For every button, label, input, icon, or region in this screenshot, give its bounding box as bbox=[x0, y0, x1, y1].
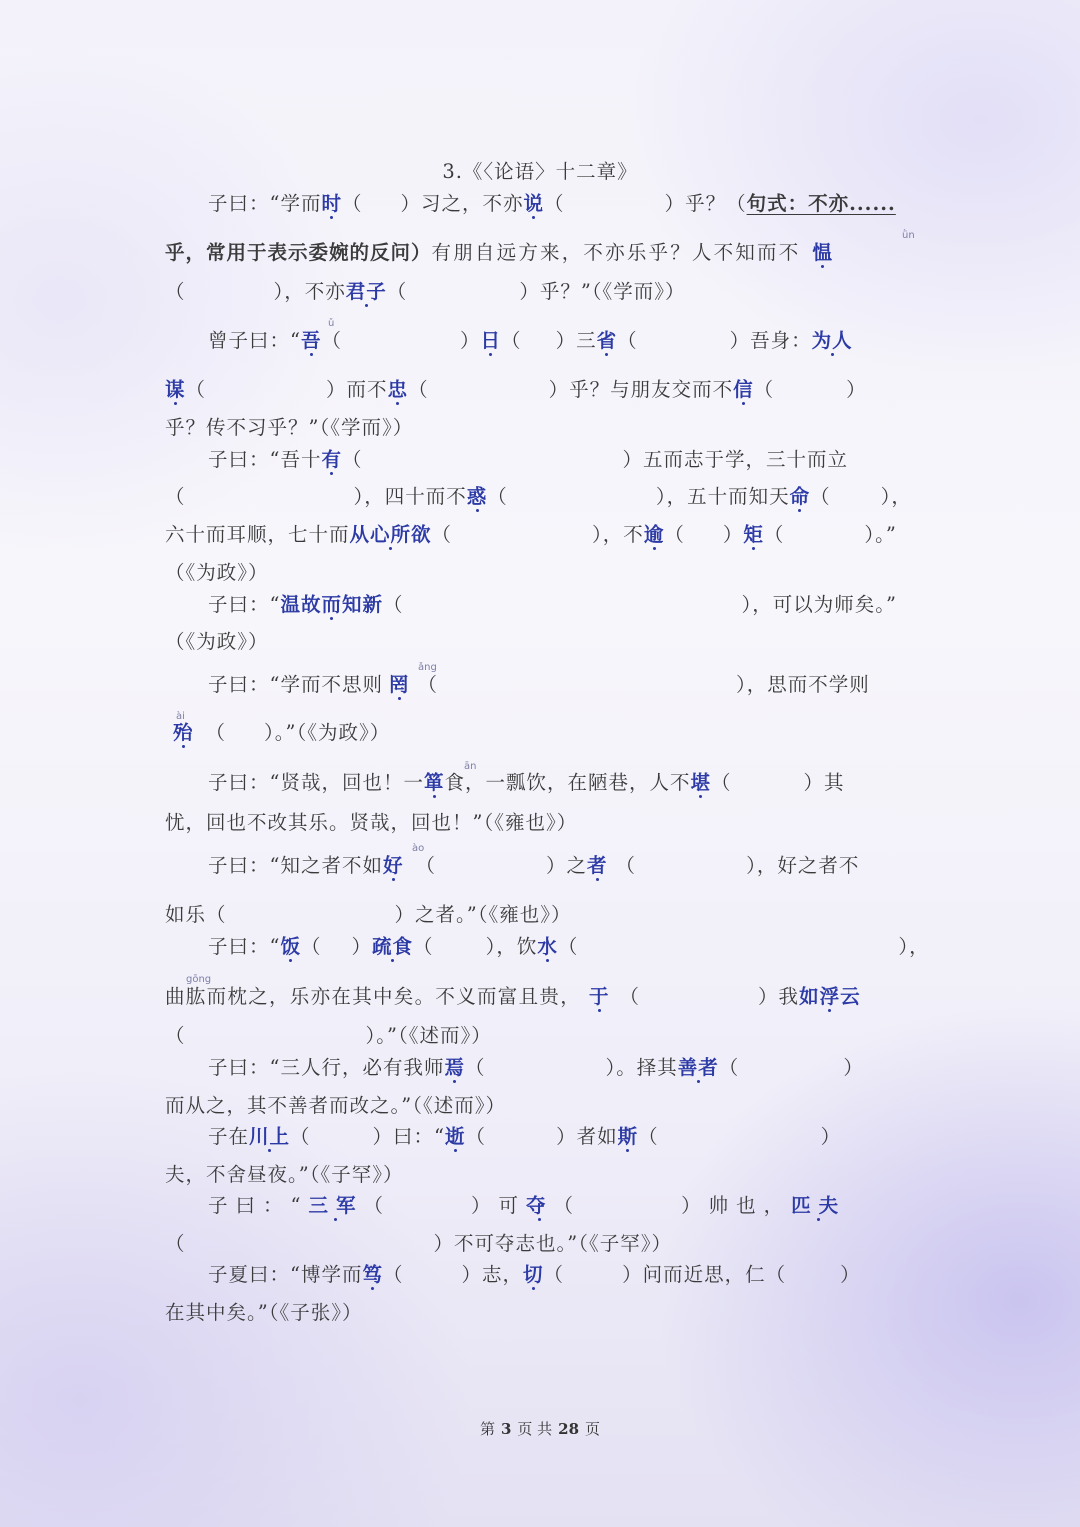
paren-open: （ bbox=[363, 1194, 392, 1217]
text: ）曰：“ bbox=[372, 1125, 446, 1148]
keyword: 焉 bbox=[444, 1056, 465, 1079]
text: 子曰：“知之者不如 bbox=[208, 854, 383, 877]
keyword: 矩 bbox=[743, 523, 764, 546]
text: 子曰：“吾十 bbox=[208, 448, 322, 471]
text: ）可 bbox=[471, 1194, 527, 1217]
text: 在其中矣。”（《子张》） bbox=[165, 1301, 363, 1324]
text: ）， bbox=[898, 935, 930, 958]
text: 忧，回也不改其乐。贤哉，回也！”（《雍也》） bbox=[165, 811, 578, 834]
keyword: 吾 bbox=[300, 329, 322, 352]
text: ）问而近思，仁（ bbox=[622, 1263, 787, 1286]
paren-open: （ bbox=[617, 329, 638, 352]
keyword: 堪 bbox=[690, 771, 712, 794]
text: ）。” bbox=[864, 523, 897, 546]
text-line-19 bbox=[208, 935, 930, 959]
text-line-24 bbox=[208, 1125, 917, 1149]
text: ）之者。”（《雍也》） bbox=[394, 903, 572, 926]
text: ）。择其 bbox=[605, 1056, 678, 1079]
pinyin-annotation: ǔ bbox=[328, 318, 335, 329]
text: 而从之，其不善者而改之。”（《述而》） bbox=[165, 1094, 506, 1117]
page-footer bbox=[0, 1418, 1080, 1439]
paren-open: （ bbox=[342, 192, 363, 215]
keyword: 殆 bbox=[173, 721, 194, 744]
paren-open: （ bbox=[753, 378, 775, 401]
keyword: 省 bbox=[596, 329, 618, 352]
text-line-23 bbox=[165, 1094, 917, 1118]
paren-open: （ bbox=[810, 485, 831, 508]
pinyin-annotation: ài bbox=[176, 711, 185, 722]
paren-open: （ bbox=[718, 1056, 740, 1079]
paren-open: （ bbox=[544, 192, 565, 215]
keyword: 疏食 bbox=[372, 935, 414, 958]
keyword: 忠 bbox=[387, 378, 409, 401]
text-line-27 bbox=[165, 1232, 917, 1256]
keyword: 温故而知新 bbox=[280, 593, 383, 616]
paren-open: （ bbox=[557, 935, 579, 958]
text-line-1 bbox=[208, 192, 917, 216]
paren-close: ） bbox=[460, 329, 481, 352]
paren-close: ） bbox=[843, 1056, 864, 1079]
keyword: 愠 bbox=[812, 241, 833, 264]
keyword: 切 bbox=[523, 1263, 544, 1286]
text-line-28 bbox=[208, 1263, 917, 1287]
keyword: 谋 bbox=[165, 378, 186, 401]
text-line-5 bbox=[165, 378, 917, 402]
text: ）乎？”（《学而》） bbox=[519, 280, 686, 303]
text: ）志， bbox=[461, 1263, 524, 1286]
text: ），思而不学则 bbox=[736, 673, 870, 696]
text: ）之 bbox=[546, 854, 588, 877]
paren-open: （ bbox=[417, 673, 439, 696]
text-line-14 bbox=[165, 721, 917, 745]
keyword: 命 bbox=[789, 485, 811, 508]
paren-open: （ bbox=[415, 854, 437, 877]
keyword: 箪 bbox=[423, 771, 445, 794]
keyword: 夺 bbox=[526, 1194, 554, 1217]
total-pages: 28 bbox=[558, 1420, 580, 1438]
text: ）乎？与朋友交而不 bbox=[548, 378, 734, 401]
text: ）三 bbox=[555, 329, 597, 352]
pinyin-annotation: ān bbox=[464, 761, 477, 772]
keyword: 善者 bbox=[677, 1056, 719, 1079]
paren-close: ） bbox=[722, 523, 744, 546]
keyword: 饭 bbox=[280, 935, 301, 958]
page-number: 3 bbox=[500, 1420, 512, 1438]
keyword: 惑 bbox=[466, 485, 488, 508]
text: 六十而耳顺，七十而 bbox=[165, 523, 350, 546]
footer-mid: 页 共 bbox=[517, 1420, 553, 1438]
text-line-12 bbox=[165, 630, 917, 654]
keyword: 从心所欲 bbox=[349, 523, 432, 546]
paren-open: （ bbox=[638, 1125, 659, 1148]
paren-open: （ bbox=[711, 771, 732, 794]
chapter-title: 3.《〈论语〉十二章》 bbox=[442, 160, 638, 183]
paren-open: （ bbox=[763, 523, 785, 546]
pinyin-annotation: ǜn bbox=[902, 230, 915, 241]
paren-open: （ bbox=[553, 1194, 582, 1217]
text: ）帅也， bbox=[681, 1194, 792, 1217]
text-line-29 bbox=[165, 1301, 917, 1325]
grammar-note: 句式：不亦 bbox=[746, 192, 850, 215]
keyword: 逝 bbox=[445, 1125, 466, 1148]
text: 子曰：“三人行，必有我师 bbox=[208, 1056, 445, 1079]
paren-open: （ bbox=[342, 448, 363, 471]
text: 子夏曰：“博学而 bbox=[208, 1263, 363, 1286]
text: 曲肱而枕之，乐亦在其中矣。不义而富且贵， bbox=[165, 985, 582, 1008]
text: ）五而志于学，三十而立 bbox=[622, 448, 849, 471]
grammar-note: ...... bbox=[849, 192, 896, 215]
pinyin-annotation: ǎng bbox=[418, 662, 437, 673]
paren-close: ） bbox=[820, 1125, 842, 1148]
paren-open: （ bbox=[165, 485, 186, 508]
keyword: 时 bbox=[321, 192, 342, 215]
paren-open: （ bbox=[487, 485, 508, 508]
keyword: 笃 bbox=[362, 1263, 383, 1286]
paren-open: （ bbox=[321, 329, 343, 352]
text-line-4 bbox=[208, 329, 917, 353]
paren-open: （ bbox=[465, 1056, 486, 1079]
paren-open: （ bbox=[501, 329, 522, 352]
text-line-11 bbox=[208, 593, 917, 617]
paren-open: （ bbox=[165, 1024, 186, 1047]
text-line-13 bbox=[208, 673, 917, 697]
text-line-2 bbox=[165, 241, 917, 265]
keyword: 有 bbox=[321, 448, 342, 471]
text: ）不可夺志也。”（《子罕》） bbox=[433, 1232, 672, 1255]
keyword: 罔 bbox=[388, 673, 410, 696]
footer-prefix: 第 bbox=[479, 1420, 495, 1438]
text-line-25 bbox=[165, 1163, 917, 1187]
text: ），五十而知天 bbox=[655, 485, 790, 508]
keyword: 匹夫 bbox=[791, 1194, 847, 1217]
text: ）， bbox=[880, 485, 912, 508]
text: 子曰：“学而 bbox=[208, 192, 322, 215]
paren-open: （ bbox=[465, 1125, 487, 1148]
pinyin-annotation: gōng bbox=[186, 974, 212, 985]
text: 食，一瓢饮，在陋巷，人不 bbox=[444, 771, 691, 794]
text-line-16 bbox=[165, 811, 917, 835]
keyword: 逾 bbox=[643, 523, 665, 546]
paren-open: （ bbox=[165, 280, 186, 303]
text-line-22 bbox=[208, 1056, 917, 1080]
paren-close: ） bbox=[840, 1263, 861, 1286]
text-line-10 bbox=[165, 561, 917, 585]
text: 乎？传不习乎？”（《学而》） bbox=[165, 416, 414, 439]
text: ）者如 bbox=[556, 1125, 618, 1148]
keyword: 于 bbox=[589, 985, 610, 1008]
paren-open: （ bbox=[408, 378, 429, 401]
text: ）而不 bbox=[326, 378, 388, 401]
paren-open: （ bbox=[543, 1263, 565, 1286]
text: ），四十而不 bbox=[353, 485, 467, 508]
text: 有朋自远方来，不亦乐乎？人不知而不 bbox=[431, 241, 801, 264]
text-line-26 bbox=[208, 1194, 917, 1218]
text: ）乎？（ bbox=[664, 192, 747, 215]
paren-close: ） bbox=[846, 378, 867, 401]
text: ），好之者不 bbox=[746, 854, 860, 877]
keyword: 好 bbox=[382, 854, 404, 877]
keyword: 日 bbox=[480, 329, 502, 352]
paren-open: （ bbox=[165, 1232, 186, 1255]
text: 如乐（ bbox=[165, 903, 227, 926]
text: （《为政》） bbox=[165, 630, 269, 653]
keyword: 者 bbox=[587, 854, 608, 877]
text: 子曰：“ bbox=[208, 935, 281, 958]
text: 子在 bbox=[208, 1125, 250, 1148]
paren-open: （ bbox=[619, 985, 641, 1008]
text: ）习之，不亦 bbox=[400, 192, 524, 215]
text: 夫，不舍昼夜。”（《子罕》） bbox=[165, 1163, 404, 1186]
text: ）其 bbox=[803, 771, 845, 794]
keyword: 水 bbox=[537, 935, 558, 958]
text-line-6 bbox=[165, 416, 917, 440]
paren-open: （ bbox=[664, 523, 685, 546]
text: ）吾身： bbox=[729, 329, 812, 352]
paren-open: （ bbox=[290, 1125, 311, 1148]
paren-open: （ bbox=[386, 280, 408, 303]
paren-open: （ bbox=[205, 721, 227, 744]
keyword: 为人 bbox=[811, 329, 853, 352]
paren-open: （ bbox=[383, 593, 404, 616]
text: ），不 bbox=[592, 523, 644, 546]
keyword: 信 bbox=[733, 378, 754, 401]
text-line-18 bbox=[165, 903, 917, 927]
keyword: 斯 bbox=[617, 1125, 639, 1148]
text-line-21 bbox=[165, 1024, 917, 1048]
paren-open: （ bbox=[185, 378, 207, 401]
footer-suffix: 页 bbox=[585, 1420, 601, 1438]
text-line-17 bbox=[208, 854, 917, 878]
text-line-3 bbox=[165, 280, 917, 304]
paren-open: （ bbox=[615, 854, 637, 877]
text: （《为政》） bbox=[165, 561, 269, 584]
text: 子曰：“学而不思则 bbox=[208, 673, 383, 696]
text: ），可以为师矣。” bbox=[741, 593, 897, 616]
keyword: 君子 bbox=[345, 280, 387, 303]
text: ）。”（《为政》） bbox=[264, 721, 391, 744]
text-line-9 bbox=[165, 523, 917, 547]
text-line-8 bbox=[165, 485, 917, 509]
text: 子曰：“ bbox=[208, 1194, 309, 1217]
text-line-20 bbox=[165, 985, 917, 1009]
paren-close: ） bbox=[351, 935, 373, 958]
text-line-7 bbox=[208, 448, 917, 472]
pinyin-annotation: ào bbox=[412, 843, 425, 854]
text: ）我 bbox=[758, 985, 800, 1008]
text: 曾子曰：“ bbox=[208, 329, 301, 352]
text: ），饮 bbox=[485, 935, 538, 958]
keyword: 说 bbox=[523, 192, 545, 215]
keyword: 如浮云 bbox=[799, 985, 861, 1008]
text: ）。”（《述而》） bbox=[365, 1024, 492, 1047]
paren-open: （ bbox=[413, 935, 434, 958]
paren-open: （ bbox=[383, 1263, 404, 1286]
text: 子曰：“ bbox=[208, 593, 281, 616]
keyword: 三军 bbox=[308, 1194, 364, 1217]
text: 子曰：“贤哉，回也！一 bbox=[208, 771, 424, 794]
grammar-note: 乎，常用于表示委婉的反问） bbox=[165, 241, 432, 264]
text: ），不亦 bbox=[273, 280, 346, 303]
paren-open: （ bbox=[301, 935, 322, 958]
keyword: 川上 bbox=[249, 1125, 291, 1148]
paren-open: （ bbox=[431, 523, 453, 546]
text-line-15 bbox=[208, 771, 917, 795]
